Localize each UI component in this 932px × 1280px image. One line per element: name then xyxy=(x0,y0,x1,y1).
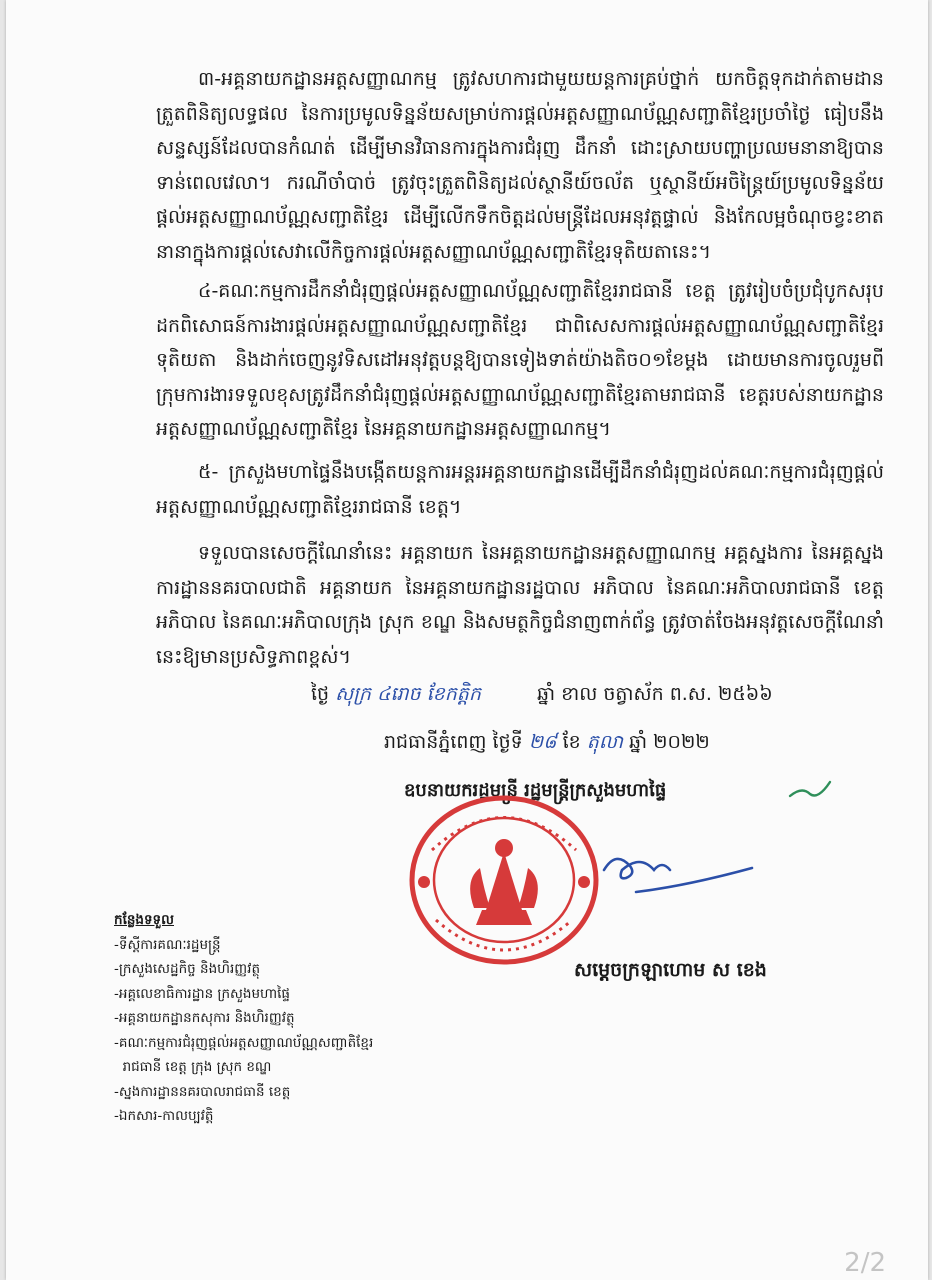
signer-name: សម្តេចក្រឡាហោម ស ខេង xyxy=(574,959,767,981)
recipient-item: -ទីស្តីការគណៈរដ្ឋមន្ត្រី xyxy=(114,936,221,953)
paragraph-3 xyxy=(156,62,884,269)
recipient-item: -អគ្គនាយកដ្ឋានកសុការ និងហិរញ្ញវត្ថុ xyxy=(114,1010,295,1026)
solar-month-handwritten: តុលា xyxy=(586,731,623,753)
official-seal-icon xyxy=(404,790,614,970)
recipient-item: -គណៈកម្មការជំរុញផ្តល់អត្តសញ្ញាណប័ណ្ណសញ្ជាតិខ្មែរ xyxy=(114,1034,374,1051)
initial-mark-icon xyxy=(786,778,836,804)
document-page xyxy=(6,0,928,1280)
paragraph-closing-text: ទទួលបានសេចក្តីណែនាំនេះ អគ្គនាយក នៃអគ្គនាយកដ្ឋានអត្តសញ្ញាណកម្ម អគ្គស្នងការ នៃអគ្គស្នងការដ្ឋាននគរបាលជាតិ អគ្គនាយក នៃអគ្គនាយកដ្ឋានរដ្ឋបាល អភិបាល នៃគណៈអភិបាលរាជធានី ខេត្ត អភិបាល នៃគណៈអភិបាលក្រុង ស្រុក ខណ្ឌ និងសមត្ថកិច្ចជំនាញពាក់ព័ន្ធ ត្រូវចាត់ចែងអនុវត្តសេចក្តីណែនាំនេះឱ្យមានប្រសិទ្ធភាពខ្ពស់។ xyxy=(156,542,884,668)
lunar-date-handwritten: សុក្រ ៤រោច ខែកត្តិក xyxy=(335,683,481,705)
paragraph-5 xyxy=(156,455,884,524)
recipient-item: -ឯកសារ-កាលប្បវត្តិ xyxy=(114,1108,214,1124)
paragraph-closing xyxy=(156,536,884,674)
solar-year: ឆ្នាំ ២០២២ xyxy=(629,731,710,753)
paragraph-4 xyxy=(156,274,884,447)
signer-title: ឧបនាយករដ្ឋមន្ត្រី រដ្ឋមន្ត្រីក្រសួងមហាផ្ទៃ xyxy=(404,780,667,801)
solar-date-prefix: រាជធានីភ្នំពេញ ថ្ងៃទី xyxy=(384,731,523,753)
solar-date-line xyxy=(384,730,710,758)
lunar-year: ឆ្នាំ ខាល ចត្វាស័ក ព.ស. ២៥៦៦ xyxy=(537,683,773,705)
lunar-date-prefix: ថ្ងៃ xyxy=(311,683,330,705)
recipient-item: រាជធានី ខេត្ត ក្រុង ស្រុក ខណ្ឌ xyxy=(114,1059,272,1075)
paragraph-3-text: ៣-អគ្គនាយកដ្ឋានអត្តសញ្ញាណកម្ម ត្រូវសហការជាមួយយន្តការគ្រប់ថ្នាក់ យកចិត្តទុកដាក់តាមដាន ត្រួតពិនិត្យលទ្ធផល នៃការប្រមូលទិន្នន័យសម្រាប់ការផ្តល់អត្តសញ្ញាណប័ណ្ណសញ្ជាតិខ្មែរប្រចាំថ្ងៃ ធៀបនឹងសន្ទស្សន៍ដែលបានកំណត់ ដើម្បីមានវិធានការក្នុងការជំរុញ ដឹកនាំ ដោះស្រាយបញ្ហាប្រឈមនានាឱ្យបានទាន់ពេលវេលា។ ករណីចាំបាច់ ត្រូវចុះត្រួតពិនិត្យដល់ស្ថានីយ៍ចល័ត ឬស្ថានីយ៍អចិន្ត្រៃយ៍ប្រមូលទិន្នន័យផ្តល់អត្តសញ្ញាណប័ណ្ណសញ្ជាតិខ្មែរ ដើម្បីលើកទឹកចិត្តដល់មន្ត្រីដែលអនុវត្តផ្ទាល់ និងកែលម្អចំណុចខ្វះខាតនានាក្នុងការផ្តល់សេវាលើកិច្ចការផ្តល់អត្តសញ្ញាណប័ណ្ណសញ្ជាតិខ្មែរទុតិយតានេះ។ xyxy=(156,68,884,263)
lunar-date-line xyxy=(311,682,773,710)
recipient-item: -ស្នងការដ្ឋាននគរបាលរាជធានី ខេត្ត xyxy=(114,1083,291,1100)
recipient-item: -ក្រសួងសេដ្ឋកិច្ច និងហិរញ្ញវត្ថុ xyxy=(114,961,261,977)
recipients-list xyxy=(114,908,373,1129)
recipients-title: កន្លែងទទួល xyxy=(114,912,174,928)
paragraph-4-text: ៤-គណៈកម្មការដឹកនាំជំរុញផ្តល់អត្តសញ្ញាណប័ណ្ណសញ្ជាតិខ្មែររាជធានី ខេត្ត ត្រូវរៀបចំប្រជុំបូកសរុបដកពិសោធន៍ការងារផ្តល់អត្តសញ្ញាណប័ណ្ណសញ្ជាតិខ្មែរ ជាពិសេសការផ្តល់អត្តសញ្ញាណប័ណ្ណសញ្ជាតិខ្មែរទុតិយតា និងដាក់ចេញនូវទិសដៅអនុវត្តបន្តឱ្យបានទៀងទាត់យ៉ាងតិច០១ខែម្តង ដោយមានការចូលរួមពីក្រុមការងារទទួលខុសត្រូវដឹកនាំជំរុញផ្តល់អត្តសញ្ញាណប័ណ្ណសញ្ជាតិខ្មែរតាមរាជធានី ខេត្តរបស់នាយកដ្ឋានអត្តសញ្ញាណប័ណ្ណសញ្ជាតិខ្មែរ នៃអគ្គនាយកដ្ឋានអត្តសញ្ញាណកម្ម។ xyxy=(156,280,884,440)
solar-day-handwritten: ២៨ xyxy=(528,731,557,753)
solar-month-prefix: ខែ xyxy=(562,731,581,753)
paragraph-5-text: ៥- ក្រសួងមហាផ្ទៃនឹងបង្កើតយន្តការអន្តរអគ្គនាយកដ្ឋានដើម្បីដឹកនាំជំរុញដល់គណៈកម្មការជំរុញផ្តល់អត្តសញ្ញាណប័ណ្ណសញ្ជាតិខ្មែររាជធានី ខេត្ត។ xyxy=(156,461,884,518)
handwritten-signature-icon xyxy=(596,840,756,910)
recipient-item: -អគ្គលេខាធិការដ្ឋាន ក្រសួងមហាផ្ទៃ xyxy=(114,985,291,1002)
page-number: 2/2 xyxy=(844,1248,886,1278)
